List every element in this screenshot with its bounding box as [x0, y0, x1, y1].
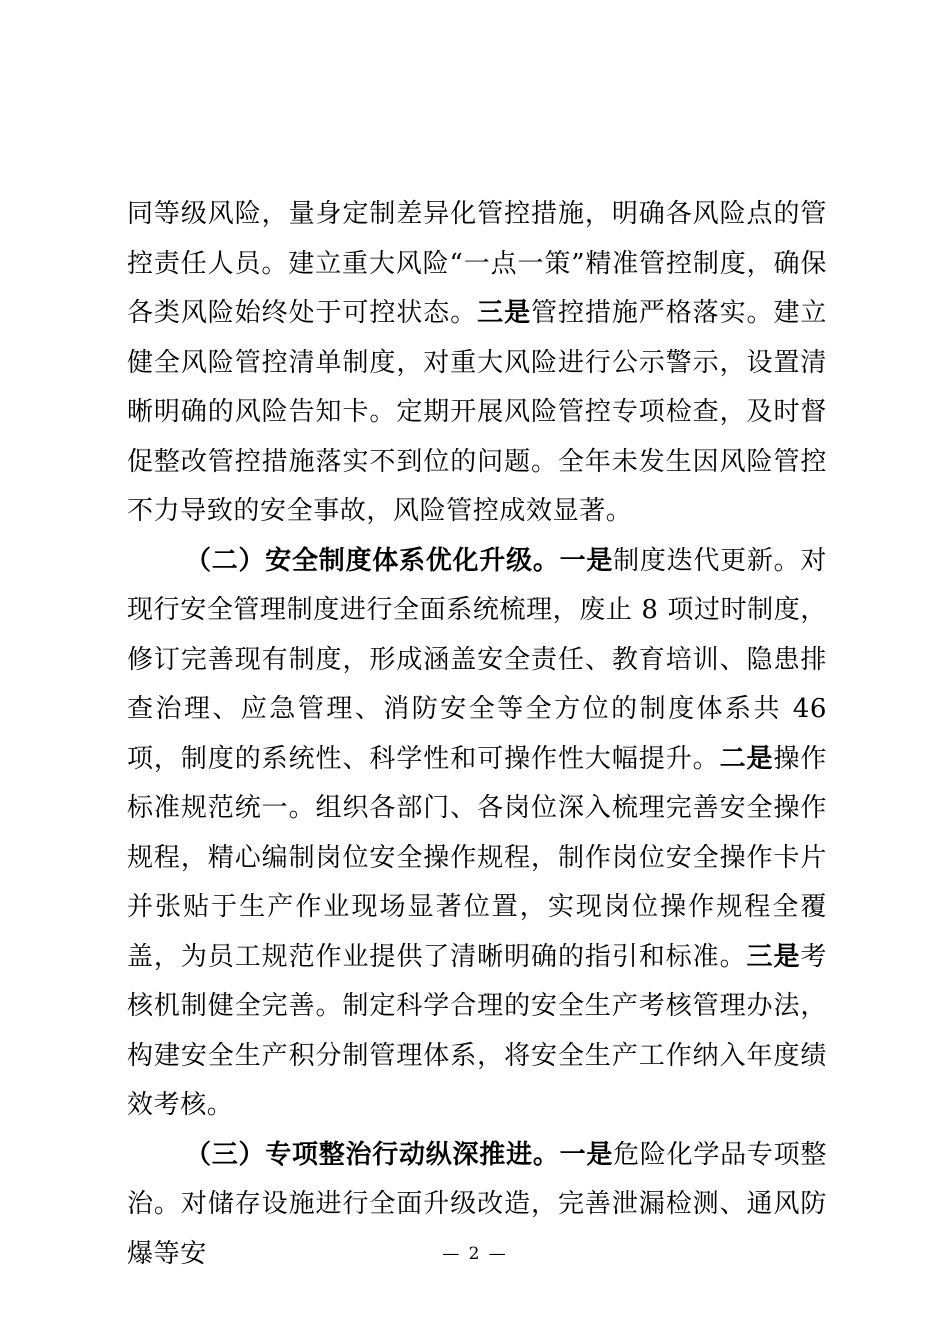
paragraph-p2 — [127, 537, 827, 1131]
bold-text-run: 一是 — [559, 545, 614, 576]
text-run: 同等级风险，量身定制差异化管控措施，明确各风险点的管控责任人员。建立重大风险“一点一策”精准管控制度，确保各类风险始终处于可控状态。 — [127, 199, 827, 328]
bold-text-run: 三是 — [746, 941, 801, 972]
page-number: — 2 — — [442, 1244, 508, 1264]
text-run: 考核机制健全完善。制定科学合理的安全生产考核管理办法，构建安全生产积分制管理体系，将安全生产工作纳入年度绩效考核。 — [127, 941, 827, 1120]
bold-text-run: 一是 — [559, 1139, 614, 1170]
bold-text-run: 二是 — [719, 743, 774, 774]
text-run: 管控措施严格落实。建立健全风险管控清单制度，对重大风险进行公示警示，设置清晰明确的风险告知卡。定期开展风险管控专项检查，及时督促整改管控措施落实不到位的问题。全年未发生因风险管控不力导致的安全事故，风险管控成效显著。 — [127, 298, 827, 526]
document-body — [127, 190, 827, 1279]
text-run: 操作标准规范统一。组织各部门、各岗位深入梳理完善安全操作规程，精心编制岗位安全操作规程，制作岗位安全操作卡片并张贴于生产作业现场显著位置，实现岗位操作规程全覆盖，为员工规范作业提供了清晰明确的指引和标准。 — [127, 743, 828, 972]
bold-text-run: 三是 — [477, 298, 532, 328]
text-run: 制度迭代更新。对现行安全管理制度进行全面系统梳理，废止 8 项过时制度，修订完善现有制度，形成涵盖安全责任、教育培训、隐患排查治理、应急管理、消防安全等全方位的制度体系共 46 项，制度的系统性、科学性和可操作性大幅提升。 — [127, 545, 827, 774]
bold-text-run: （二）安全制度体系优化升级。 — [185, 545, 560, 576]
paragraph-p1 — [127, 190, 827, 537]
text-run: 危险化学品专项整治。对储存设施进行全面升级改造，完善泄漏检测、通风防爆等安 — [127, 1139, 827, 1269]
bold-text-run: （三）专项整治行动纵深推进。 — [185, 1139, 560, 1170]
